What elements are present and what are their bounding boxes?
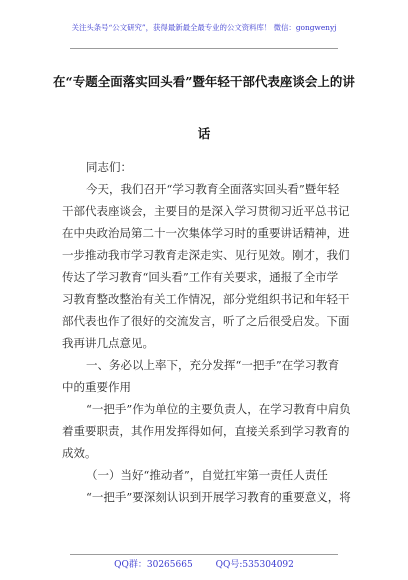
body-line: 成效。 [62, 446, 97, 460]
body-line: 我再讲几点意见。 [62, 336, 154, 350]
document-title-line-2: 话 [197, 126, 211, 141]
body-line: 干部代表座谈会，主要目的是深入学习贯彻习近平总书记 [62, 204, 350, 218]
section-heading: 一、务必以上率下，充分发挥“一把手”在学习教育 [86, 358, 340, 372]
footer-qq-group: QQ群：30265665 [114, 560, 193, 570]
footer-divider [70, 554, 338, 555]
page-header [0, 0, 408, 48]
header-notice: 关注头条号“公文研究”，获得最新最全最专业的公文资料库！ 微信：gongwenyj [71, 23, 337, 32]
body-line: 今天，我们召开“学习教育全面落实回头看”暨年轻 [86, 182, 340, 196]
body-line: “一把手”作为单位的主要负责人，在学习教育中肩负 [86, 402, 351, 416]
body-line: 习教育整改整治有关工作情况，部分党组织书记和年轻干 [62, 292, 350, 306]
body-line: “一把手”要深刻认识到开展学习教育的重要意义，将 [86, 490, 351, 504]
header-divider [70, 48, 338, 49]
body-line: 一步推动我市学习教育走深走实、见行见效。刚才，我们 [62, 248, 350, 262]
body-line: 在中央政治局第二十一次集体学习时的重要讲话精神，进 [62, 226, 350, 240]
body-line: 着重要职责，其作用发挥得如何，直接关系到学习教育的 [62, 424, 350, 438]
subsection-heading: （一）当好“推动者”，自觉扛牢第一责任人责任 [86, 468, 328, 482]
page-footer [0, 557, 408, 570]
salutation: 同志们： [86, 160, 132, 174]
document-title-line-1: 在“专题全面落实回头看”暨年轻干部代表座谈会上的讲 [53, 74, 355, 89]
footer-qq-number: QQ号:535304092 [215, 560, 294, 570]
body-line: 部代表也作了很好的交流发言，听了之后很受启发。下面 [62, 314, 350, 328]
document-body [62, 156, 354, 556]
body-line: 传达了学习教育“回头看”工作有关要求，通报了全市学 [62, 270, 339, 284]
section-heading-cont: 中的重要作用 [62, 380, 131, 394]
